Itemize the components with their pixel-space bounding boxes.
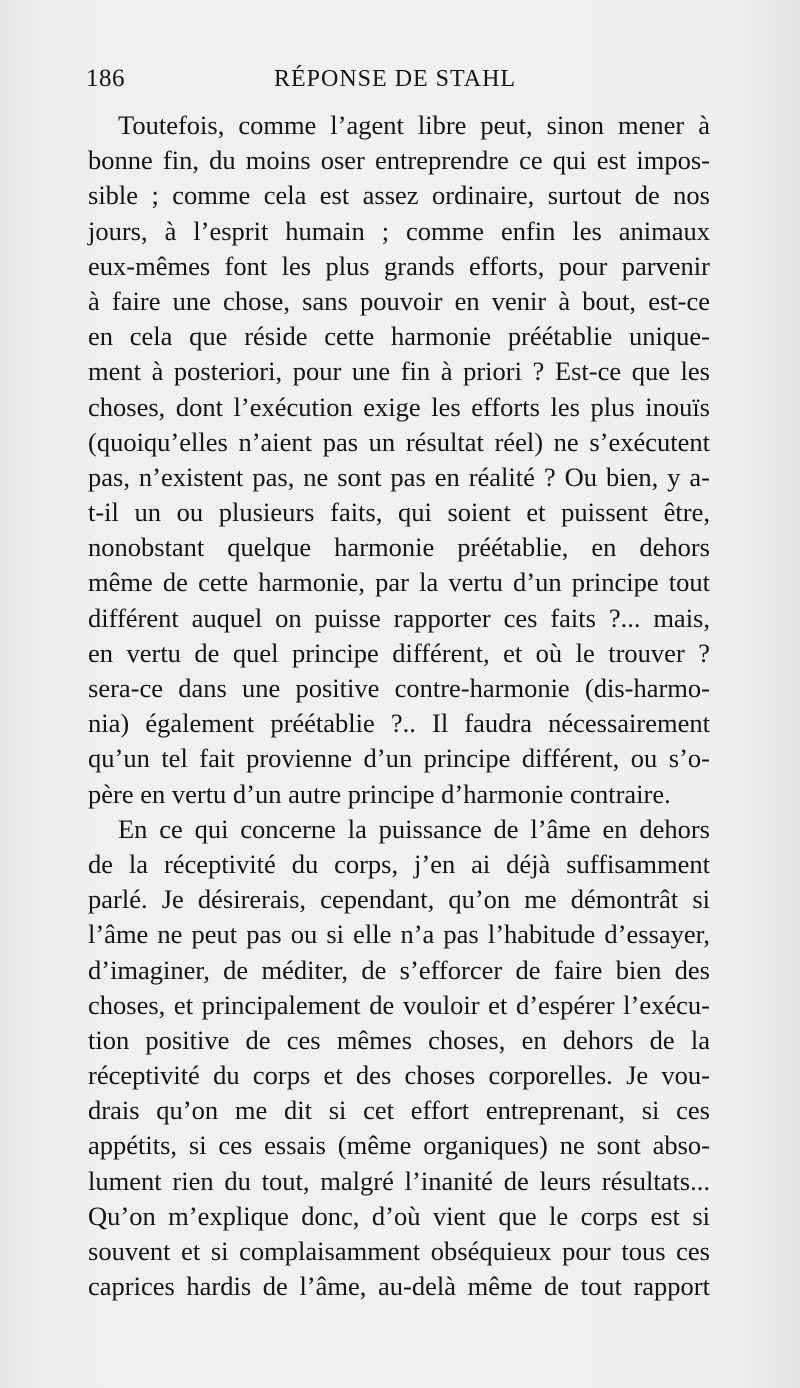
body-text: [88, 108, 710, 1304]
text-line: sible ; comme cela est assez ordinaire, surtout de nos: [88, 180, 710, 211]
text-line: bonne fin, du moins oser entreprendre ce qui est impos-: [88, 145, 710, 176]
text-line: d’imaginer, de méditer, de s’efforcer de faire bien des: [88, 954, 710, 985]
text-line: Qu’on m’explique donc, d’où vient que le corps est si: [88, 1200, 710, 1231]
text-line: en cela que réside cette harmonie préétablie unique-: [88, 321, 710, 352]
text-line: En ce qui concerne la puissance de l’âme en dehors: [118, 813, 710, 844]
text-line: t-il un ou plusieurs faits, qui soient et puissent être,: [88, 497, 710, 528]
text-line: appétits, si ces essais (même organiques) ne sont abso-: [88, 1130, 710, 1161]
text-line: choses, et principalement de vouloir et d’espérer l’exécu-: [88, 989, 710, 1020]
text-line: (quoiqu’elles n’aient pas un résultat réel) ne s’exécutent: [88, 426, 710, 457]
text-line: pas, n’existent pas, ne sont pas en réalité ? Ou bien, y a-: [88, 461, 710, 492]
text-line: père en vertu d’un autre principe d’harmonie contraire.: [88, 778, 671, 809]
text-line: qu’un tel fait provienne d’un principe différent, ou s’o-: [88, 743, 710, 774]
text-line: drais qu’on me dit si cet effort entreprenant, si ces: [88, 1095, 710, 1126]
text-line: nia) également préétablie ?.. Il faudra nécessairement: [88, 708, 710, 739]
text-line: eux-mêmes font les plus grands efforts, pour parvenir: [88, 250, 710, 281]
text-line: à faire une chose, sans pouvoir en venir à bout, est-ce: [88, 285, 710, 316]
text-line: choses, dont l’exécution exige les efforts les plus inouïs: [88, 391, 710, 422]
text-line: jours, à l’esprit humain ; comme enfin les animaux: [88, 215, 710, 246]
text-line: tion positive de ces mêmes choses, en dehors de la: [88, 1024, 710, 1055]
text-line: parlé. Je désirerais, cependant, qu’on me démontrât si: [88, 884, 710, 915]
page-number: 186: [86, 65, 125, 92]
text-line: en vertu de quel principe différent, et où le trouver ?: [88, 637, 710, 668]
text-line: nonobstant quelque harmonie préétablie, en dehors: [88, 532, 710, 563]
text-line: Toutefois, comme l’agent libre peut, sinon mener à: [118, 110, 710, 140]
text-line: réceptivité du corps et des choses corporelles. Je vou-: [88, 1060, 710, 1091]
text-line: caprices hardis de l’âme, au-delà même de tout rapport: [88, 1271, 710, 1302]
running-head: RÉPONSE DE STAHL: [274, 66, 517, 92]
text-line: de la réceptivité du corps, j’en ai déjà suffisamment: [88, 848, 710, 879]
page-header: [86, 62, 706, 96]
text-line: souvent et si complaisamment obséquieux pour tous ces: [88, 1236, 710, 1266]
text-line: différent auquel on puisse rapporter ces faits ?... mais,: [88, 602, 710, 633]
text-line: lument rien du tout, malgré l’inanité de leurs résultats...: [88, 1165, 710, 1196]
text-line: sera-ce dans une positive contre-harmonie (dis-harmo-: [88, 673, 710, 703]
text-line: ment à posteriori, pour une fin à priori ? Est-ce que les: [88, 356, 710, 387]
text-line: l’âme ne peut pas ou si elle n’a pas l’habitude d’essayer,: [88, 919, 710, 950]
text-line: même de cette harmonie, par la vertu d’un principe tout: [88, 567, 710, 598]
